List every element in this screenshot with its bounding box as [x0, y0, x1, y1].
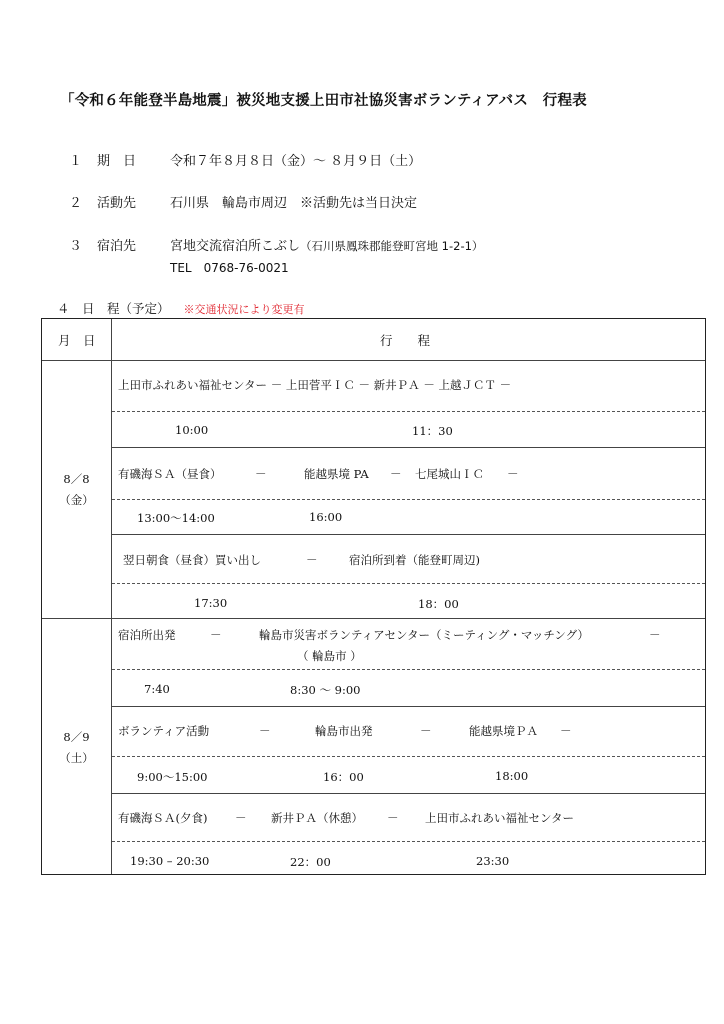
day2-row1-stop: 宿泊所出発 — [118, 628, 176, 642]
day2-row2-stop: 能越県境ＰＡ — [469, 724, 538, 738]
row-divider — [112, 411, 705, 412]
day2-row1-sub: （ 輪島市 ） — [297, 649, 362, 663]
day2-row3-time: 23:30 — [476, 854, 510, 868]
day2-date-text: 8／9 — [63, 730, 90, 744]
day2-row2-stop: － — [560, 724, 572, 738]
day2-row3-time: 22：00 — [290, 855, 331, 869]
lodging-name: 宮地交流宿泊所こぶし — [170, 239, 301, 254]
day2-row3-time: 19:30 – 20:30 — [130, 854, 210, 868]
row-divider — [112, 534, 705, 535]
row-divider — [112, 756, 705, 757]
day2-row3-stop: － — [387, 811, 399, 825]
day1-row2-stop: 有磯海ＳＡ（昼食） — [118, 467, 222, 481]
day2-row2-stop: ボランティア活動 — [118, 724, 210, 738]
day1-row1-stops: 上田市ふれあい福祉センター － 上田菅平ＩＣ － 新井ＰＡ － 上越ＪＣＴ － — [118, 378, 512, 392]
day2-row3-stop: 新井ＰＡ（休憩） — [271, 811, 363, 825]
row-divider — [112, 706, 705, 707]
day1-row1-time: 11：30 — [412, 424, 453, 438]
day1-row3-stop: － — [306, 553, 318, 567]
day1-row2-stop: － — [255, 467, 267, 481]
day2-row1-time: 8:30 ～ 9:00 — [290, 683, 361, 697]
day2-row2-stop: － — [420, 724, 432, 738]
day2-row1-stop: － — [210, 628, 222, 642]
info-value-lodging — [170, 235, 483, 254]
day2-row1-time: 7:40 — [144, 682, 170, 696]
schedule-table — [41, 318, 706, 875]
day2-weekday: （土） — [59, 751, 94, 765]
row-divider — [112, 793, 705, 794]
day2-row2-time: 18:00 — [495, 769, 529, 783]
day2-row3-stop: 上田市ふれあい福祉センター — [425, 811, 575, 825]
schedule-title: ４ 日 程（予定） — [57, 301, 170, 316]
day1-row3-time: 18：00 — [418, 597, 459, 611]
day1-date-text: 8／8 — [63, 472, 90, 486]
info-value-activity: 石川県 輪島市周辺 ※活動先は当日決定 — [170, 196, 418, 211]
day2-row1-stop: 輪島市災害ボランティアセンター（ミーティング・マッチング） — [259, 628, 589, 642]
day2-row2-stop: － — [259, 724, 271, 738]
row-divider — [112, 499, 705, 500]
header-divider — [42, 360, 705, 361]
page-title: 「令和６年能登半島地震」被災地支援上田市社協災害ボランティアバス 行程表 — [60, 93, 587, 109]
day1-row2-time: 13:00～14:00 — [137, 511, 215, 525]
day2-row2-time: 16：00 — [323, 770, 364, 784]
day1-row3-time: 17:30 — [194, 596, 228, 610]
day1-row2-time: 16:00 — [309, 510, 343, 524]
info-value-date: 令和７年８月８日（金）～ ８月９日（土） — [170, 154, 422, 169]
day-divider — [42, 618, 705, 619]
lodging-address: （石川県鳳珠郡能登町宮地 1-2-1） — [300, 239, 484, 253]
day2-row3-stop: 有磯海ＳＡ(夕食) — [118, 811, 208, 825]
day1-row2-stop: － — [507, 467, 519, 481]
info-label-date: 期 日 — [97, 154, 137, 169]
day1-row2-stop: 七尾城山ＩＣ — [415, 467, 484, 481]
day2-date — [42, 727, 111, 769]
day2-row2-time: 9:00～15:00 — [137, 770, 208, 784]
day1-row1-time: 10:00 — [175, 423, 209, 437]
row-divider — [112, 669, 705, 670]
day2-row3-stop: － — [235, 811, 247, 825]
day1-row3-stop: 翌日朝食（昼食）買い出し — [123, 553, 261, 567]
day2-row2-stop: 輪島市出発 — [315, 724, 373, 738]
schedule-heading — [57, 299, 305, 317]
day1-row3-stop: 宿泊所到着（能登町周辺) — [349, 553, 480, 567]
day2-row1-stop: － — [649, 628, 661, 642]
day1-row2-stop: － — [390, 467, 402, 481]
lodging-tel: TEL 0768-76-0021 — [170, 261, 289, 275]
column-divider — [111, 319, 112, 874]
row-divider — [112, 583, 705, 584]
info-number: ２ — [69, 196, 83, 211]
day1-weekday: （金） — [59, 493, 94, 507]
row-divider — [112, 841, 705, 842]
day1-date — [42, 469, 111, 511]
header-itinerary: 行 程 — [380, 333, 431, 348]
info-number: ３ — [69, 239, 83, 254]
day1-row2-stop: 能越県境 PA — [304, 467, 369, 481]
info-number: １ — [69, 154, 83, 169]
schedule-note: ※交通状況により変更有 — [183, 303, 305, 316]
info-label-activity: 活動先 — [97, 196, 137, 211]
row-divider — [112, 447, 705, 448]
header-date: 月 日 — [58, 333, 96, 348]
info-label-lodging: 宿泊先 — [97, 239, 137, 254]
